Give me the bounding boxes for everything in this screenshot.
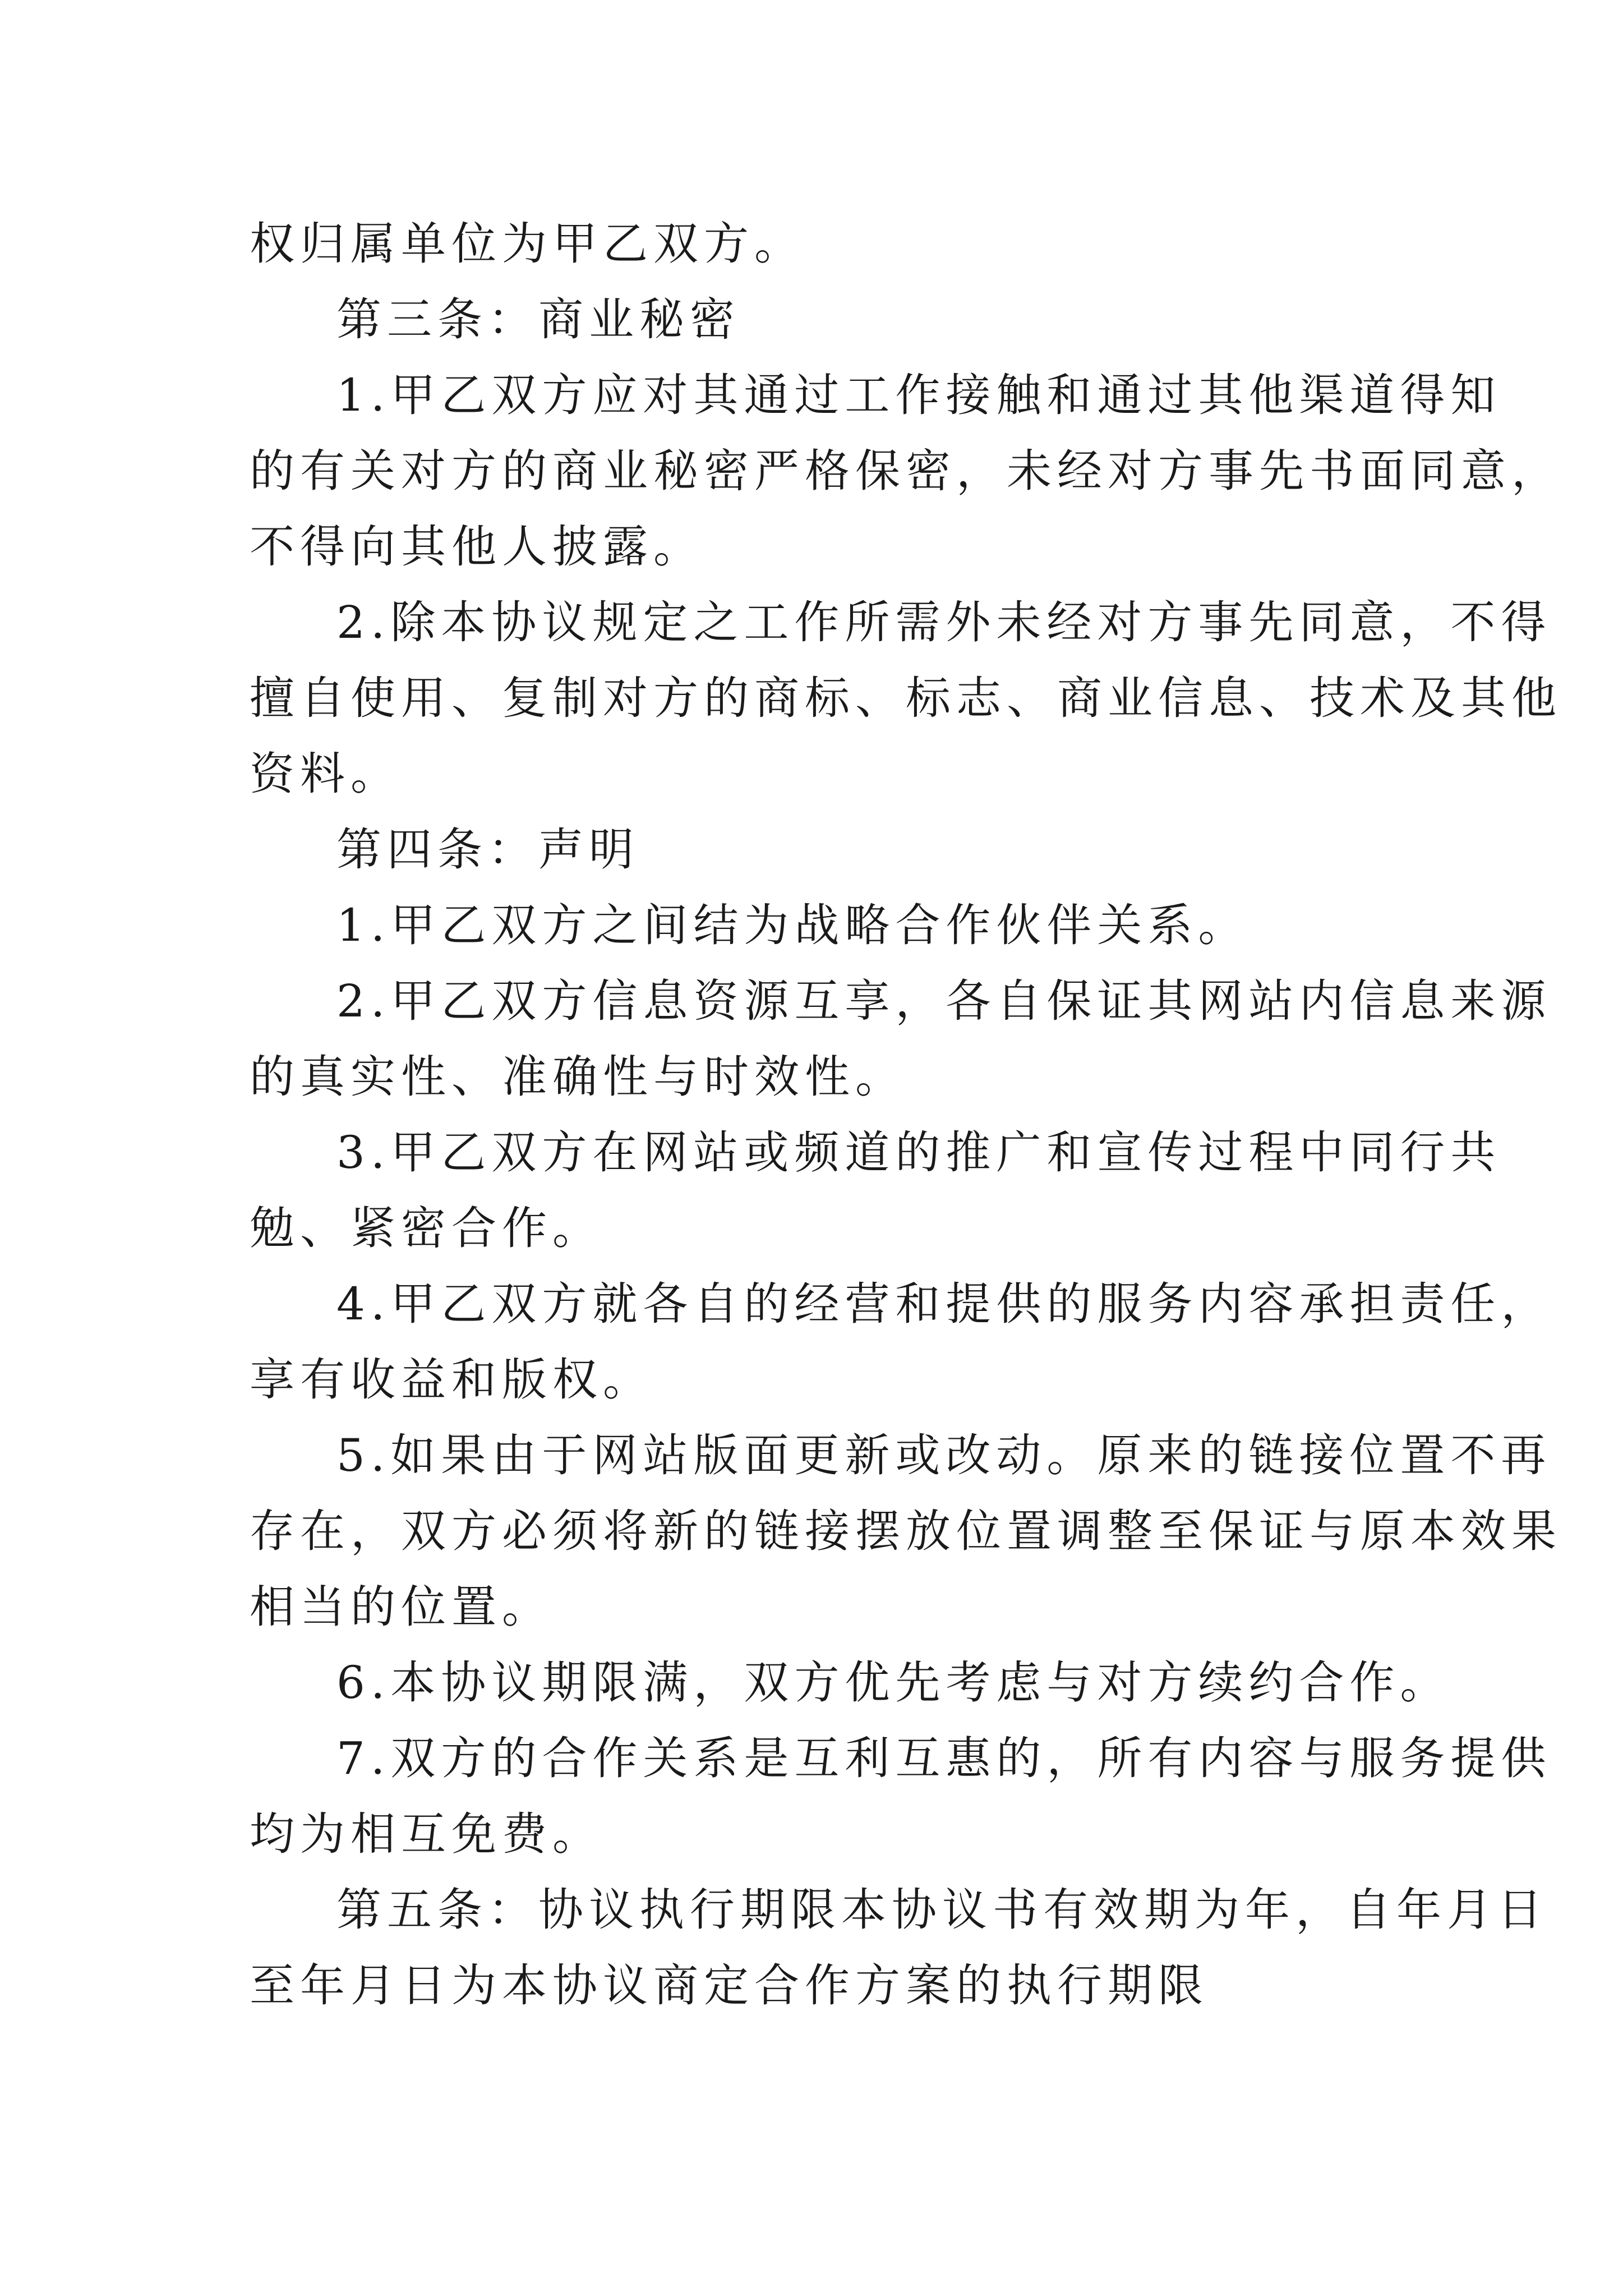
text-line: 5.如果由于网站版面更新或改动。原来的链接位置不再 <box>336 1429 1552 1481</box>
text-line: 的有关对方的商业秘密严格保密，未经对方事先书面同意， <box>250 445 1562 497</box>
text-line: 享有收益和版权。 <box>250 1354 653 1406</box>
text-line: 擅自使用、复制对方的商标、标志、商业信息、技术及其他 <box>250 672 1562 724</box>
text-line: 1.甲乙双方之间结为战略合作伙伴关系。 <box>336 899 1249 951</box>
text-line: 存在，双方必须将新的链接摆放位置调整至保证与原本效果 <box>250 1505 1562 1557</box>
section-heading-article-5: 第五条：协议执行期限本协议书有效期为年，自年月日 <box>336 1884 1548 1936</box>
text-line: 2.甲乙双方信息资源互享，各自保证其网站内信息来源 <box>336 975 1552 1027</box>
text-line: 的真实性、准确性与时效性。 <box>250 1051 906 1103</box>
section-heading-article-3: 第三条：商业秘密 <box>336 293 740 346</box>
section-heading-article-4: 第四条：声明 <box>336 823 639 876</box>
text-line: 不得向其他人披露。 <box>250 521 704 573</box>
text-line: 3.甲乙双方在网站或频道的推广和宣传过程中同行共 <box>336 1126 1501 1179</box>
text-line: 4.甲乙双方就各自的经营和提供的服务内容承担责任， <box>336 1278 1552 1330</box>
text-line: 均为相互免费。 <box>250 1808 603 1860</box>
text-line: 至年月日为本协议商定合作方案的执行期限 <box>250 1959 1209 2012</box>
text-line: 权归属单位为甲乙双方。 <box>250 218 805 270</box>
text-line: 相当的位置。 <box>250 1581 552 1633</box>
text-line: 6.本协议期限满，双方优先考虑与对方续约合作。 <box>336 1657 1451 1709</box>
text-line: 2.除本协议规定之工作所需外未经对方事先同意，不得 <box>336 596 1552 648</box>
text-line: 勉、紧密合作。 <box>250 1202 603 1254</box>
text-line: 7.双方的合作关系是互利互惠的，所有内容与服务提供 <box>336 1732 1552 1784</box>
text-line: 资料。 <box>250 748 401 800</box>
text-line: 1.甲乙双方应对其通过工作接触和通过其他渠道得知 <box>336 369 1501 421</box>
